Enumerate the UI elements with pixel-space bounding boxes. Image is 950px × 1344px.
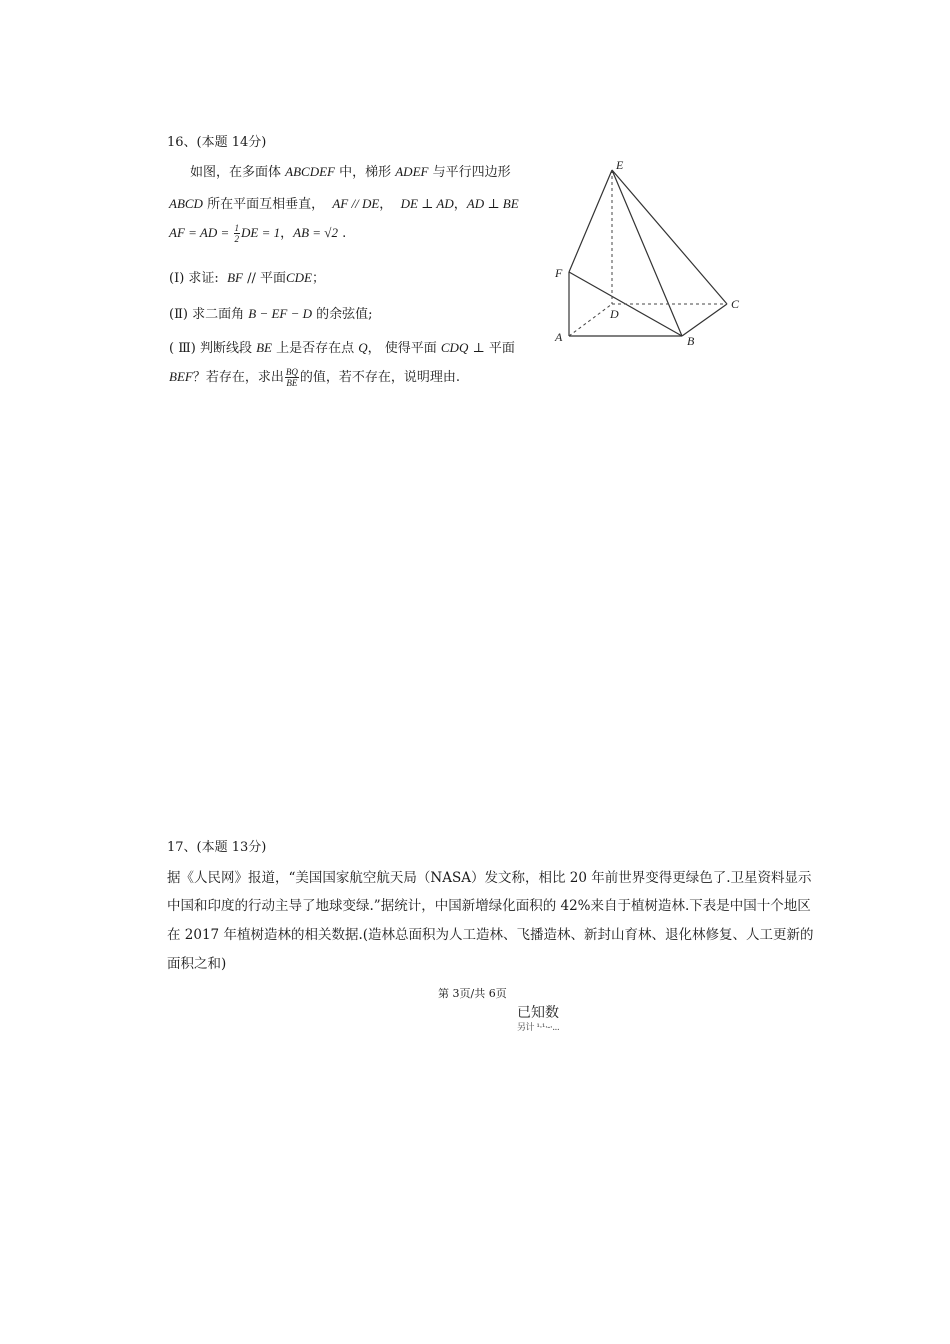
fraction-numerator: BQ (285, 367, 298, 377)
label-C: C (731, 297, 740, 311)
label-A: A (555, 330, 563, 344)
q17-header: 17、(本题 13分) (167, 840, 267, 855)
q16-math: BEF (169, 369, 193, 384)
q16-math: DE = 1 (241, 225, 281, 240)
edge-EB (612, 170, 682, 336)
q16-intro-line1 (190, 161, 511, 180)
q16-text: ， (280, 226, 294, 241)
q16-math: AF = AD = (169, 225, 233, 240)
q17-line3: 在 2017 年植树造林的相关数据.(造林总面积为人工造林、飞播造林、新封山育林、退化林修复、人工更新的 (167, 927, 814, 943)
q16-text: 所在平面互相垂直， (202, 197, 325, 212)
q16-math: ABCDEF (285, 164, 335, 179)
q16-part3-cont (169, 366, 460, 388)
q16-math: ADEF (395, 164, 429, 179)
fraction-denominator: 2 (234, 234, 240, 244)
q16-text: // 平面 (242, 271, 286, 286)
q16-condition (169, 222, 346, 244)
q16-text: ⊥ 平面 (468, 341, 515, 356)
q16-text: ( Ⅲ) 判断线段 (169, 341, 257, 356)
q16-math: AF // DE (332, 196, 380, 211)
bq-be-fraction (285, 367, 299, 388)
q17-line4: 面积之和) (167, 956, 227, 972)
q16-math: ABCD (169, 196, 203, 211)
q16-math: DE ⊥ AD (400, 196, 454, 211)
q16-math: CDE (286, 270, 312, 285)
q16-text: 如图，在多面体 (190, 165, 286, 180)
q16-text: (Ⅱ) 求二面角 (169, 307, 249, 322)
q16-math: BE (256, 340, 272, 355)
label-E: E (616, 158, 624, 172)
q16-part1 (169, 267, 325, 286)
q16-math: CDQ (440, 340, 469, 355)
q16-math: AB = √2 (293, 225, 338, 240)
q16-math: BF (227, 270, 243, 285)
q16-text: ， 使得平面 (367, 341, 441, 356)
q16-intro-line2 (169, 193, 519, 212)
q17-line1: 据《人民网》报道，“美国国家航空航天局（NASA）发文称，相比 20 年前世界变得更绿色了.卫星资料显示 (167, 870, 812, 886)
fraction-numerator: 1 (234, 223, 240, 233)
page-number: 第 3页/共 6页 (438, 987, 507, 1000)
q16-text: 与平行四边形 (428, 165, 511, 180)
label-F: F (555, 266, 563, 280)
polyhedron-figure (545, 155, 755, 355)
edge-EF (569, 170, 612, 272)
q16-text: ， (453, 197, 467, 212)
q16-text: 的余弦值; (312, 307, 373, 322)
q16-text: ； (312, 271, 326, 286)
q16-text: 上是否存在点 (271, 341, 359, 356)
q16-math: B − EF − D (248, 306, 313, 321)
q16-math: AD ⊥ BE (466, 196, 519, 211)
edge-BC (682, 304, 727, 336)
q16-math: Q (358, 340, 368, 355)
stamp-text-1: 已知数 (517, 1005, 559, 1021)
half-fraction (234, 223, 241, 244)
q16-text: 的值，若不存在，说明理由. (299, 370, 460, 385)
q16-header: 16、(本题 14分) (167, 135, 267, 150)
q16-text: (Ⅰ) 求证: (169, 271, 223, 286)
q16-text: ？若存在，求出 (192, 370, 284, 385)
q16-text: ， (379, 197, 393, 212)
label-D: D (610, 307, 619, 321)
q16-part2 (169, 303, 373, 322)
q16-text: . (337, 226, 347, 241)
q17-line2: 中国和印度的行动主导了地球变绿.”据统计，中国新增绿化面积的 42%来自于植树造林.下表是中国十个地区 (167, 898, 811, 914)
edge-AD-hidden (569, 304, 612, 336)
stamp-text-2: 另计 ¹·¹·-·... (517, 1023, 560, 1033)
edge-EC (612, 170, 727, 304)
fraction-denominator: BE (286, 378, 298, 388)
q16-text: 中，梯形 (334, 165, 396, 180)
q16-part3 (169, 337, 515, 356)
label-B: B (687, 334, 695, 348)
